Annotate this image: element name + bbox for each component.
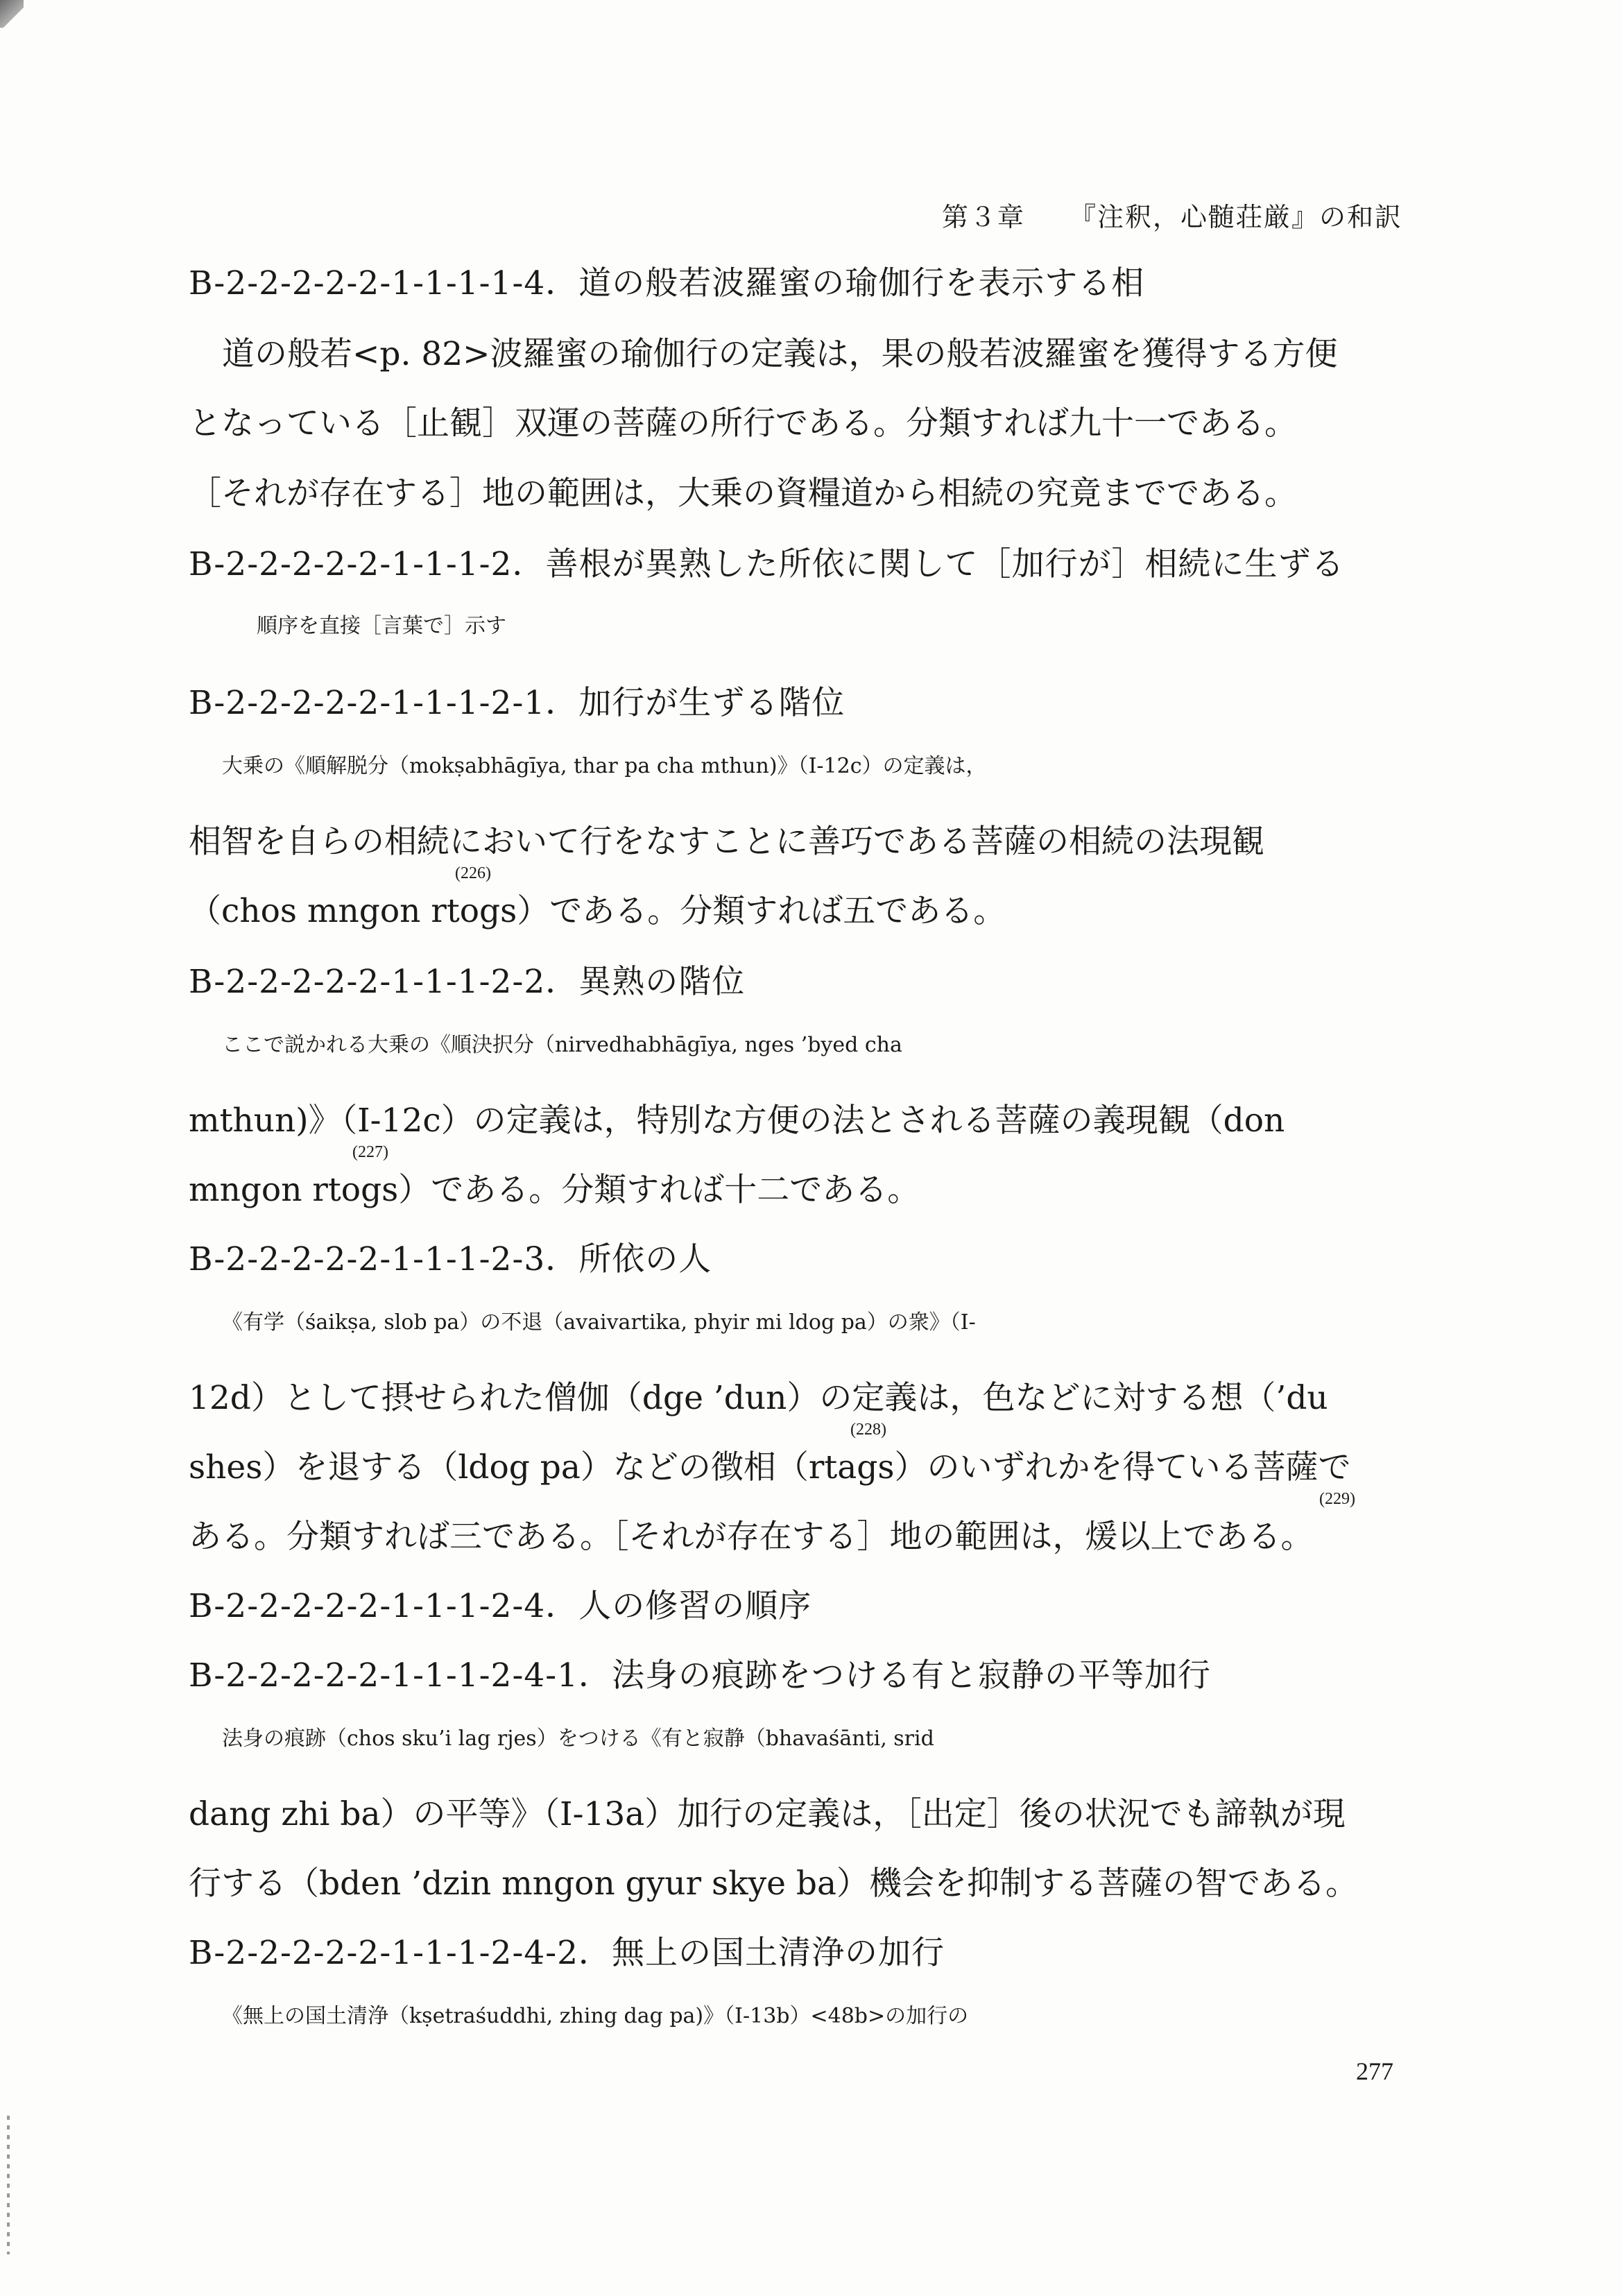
body-line: ［それが存在する］地の範囲は，大乗の資糧道から相続の究竟までである。 xyxy=(189,474,1297,513)
section-heading: B-2-2-2-2-2-1-1-1-2-3．所依の人 xyxy=(189,1240,712,1278)
chapter-label: 第３章 xyxy=(941,202,1025,232)
note-marker: (226) xyxy=(455,864,491,882)
body-line: 大乗の《順解脱分（mokṣabhāgīya, thar pa cha mthun)》（I-12c）の定義は， xyxy=(222,754,987,778)
section-heading: B-2-2-2-2-2-1-1-1-2-4-2．無上の国土清浄の加行 xyxy=(189,1934,945,1972)
page-number: 277 xyxy=(1356,2057,1393,2085)
body-line: mthun)》（I-12c）の定義は，特別な方便の法とされる菩薩の義現観（don xyxy=(189,1102,1285,1140)
section-heading: B-2-2-2-2-2-1-1-1-2-2．異熟の階位 xyxy=(189,963,746,1001)
note-marker: (227) xyxy=(352,1143,388,1161)
body-line: shes）を退する（ldog pa）などの徴相（rtags）のいずれかを得ている菩薩で xyxy=(189,1448,1351,1487)
chapter-title: 『注釈，心髄荘厳』の和訳 xyxy=(1069,202,1402,232)
scan-artifact xyxy=(0,0,24,28)
body-line: 行する（bden ’dzin mngon gyur skye ba）機会を抑制する菩薩の智である。 xyxy=(189,1865,1358,1903)
body-line: ある。分類すれば三である。［それが存在する］地の範囲は，煖以上である。 xyxy=(189,1518,1314,1556)
running-header xyxy=(942,196,1402,234)
section-heading-continuation: 順序を直接［言葉で］示す xyxy=(257,614,506,638)
section-heading: B-2-2-2-2-2-1-1-1-2-4-1．法身の痕跡をつける有と寂静の平等加行 xyxy=(189,1656,1212,1695)
body-line: 12d）として摂せられた僧伽（dge ’dun）の定義は，色などに対する想（’du xyxy=(189,1379,1328,1417)
body-line: 《有学（śaikṣa, slob pa）の不退（avaivartika, phyir mi ldog pa）の衆》（I- xyxy=(222,1310,976,1335)
body-line: 法身の痕跡（chos sku’i lag rjes）をつける《有と寂静（bhavaśānti, srid xyxy=(222,1727,934,1751)
body-line: 《無上の国土清浄（kṣetraśuddhi, zhing dag pa)》（I-13b）<48b>の加行の xyxy=(222,2004,969,2028)
section-heading: B-2-2-2-2-2-1-1-1-2-4．人の修習の順序 xyxy=(189,1587,812,1625)
note-marker: (228) xyxy=(850,1421,886,1439)
section-heading: B-2-2-2-2-2-1-1-1-2．善根が異熟した所依に関して［加行が］相続に生ずる xyxy=(189,545,1345,583)
section-heading: B-2-2-2-2-2-1-1-1-2-1．加行が生ずる階位 xyxy=(189,684,845,722)
body-line: ここで説かれる大乗の《順決択分（nirvedhabhāgīya, nges ’byed cha xyxy=(222,1033,902,1057)
scan-edge-artifact xyxy=(7,2116,10,2254)
body-line: mngon rtogs）である。分類すれば十二である。 xyxy=(189,1171,920,1209)
body-line: （chos mngon rtogs）である。分類すれば五である。 xyxy=(189,892,1006,930)
body-line: 道の般若<p. 82>波羅蜜の瑜伽行の定義は，果の般若波羅蜜を獲得する方便 xyxy=(222,335,1338,373)
body-line: となっている［止観］双運の菩薩の所行である。分類すれば九十一である。 xyxy=(189,404,1297,443)
section-heading: B-2-2-2-2-2-1-1-1-1-4．道の般若波羅蜜の瑜伽行を表示する相 xyxy=(189,264,1145,302)
note-marker: (229) xyxy=(1319,1490,1355,1508)
body-line: dang zhi ba）の平等》（I-13a）加行の定義は，［出定］後の状況でも諦執が現 xyxy=(189,1795,1346,1833)
body-line: 相智を自らの相続において行をなすことに善巧である菩薩の相続の法現観 xyxy=(189,823,1264,861)
